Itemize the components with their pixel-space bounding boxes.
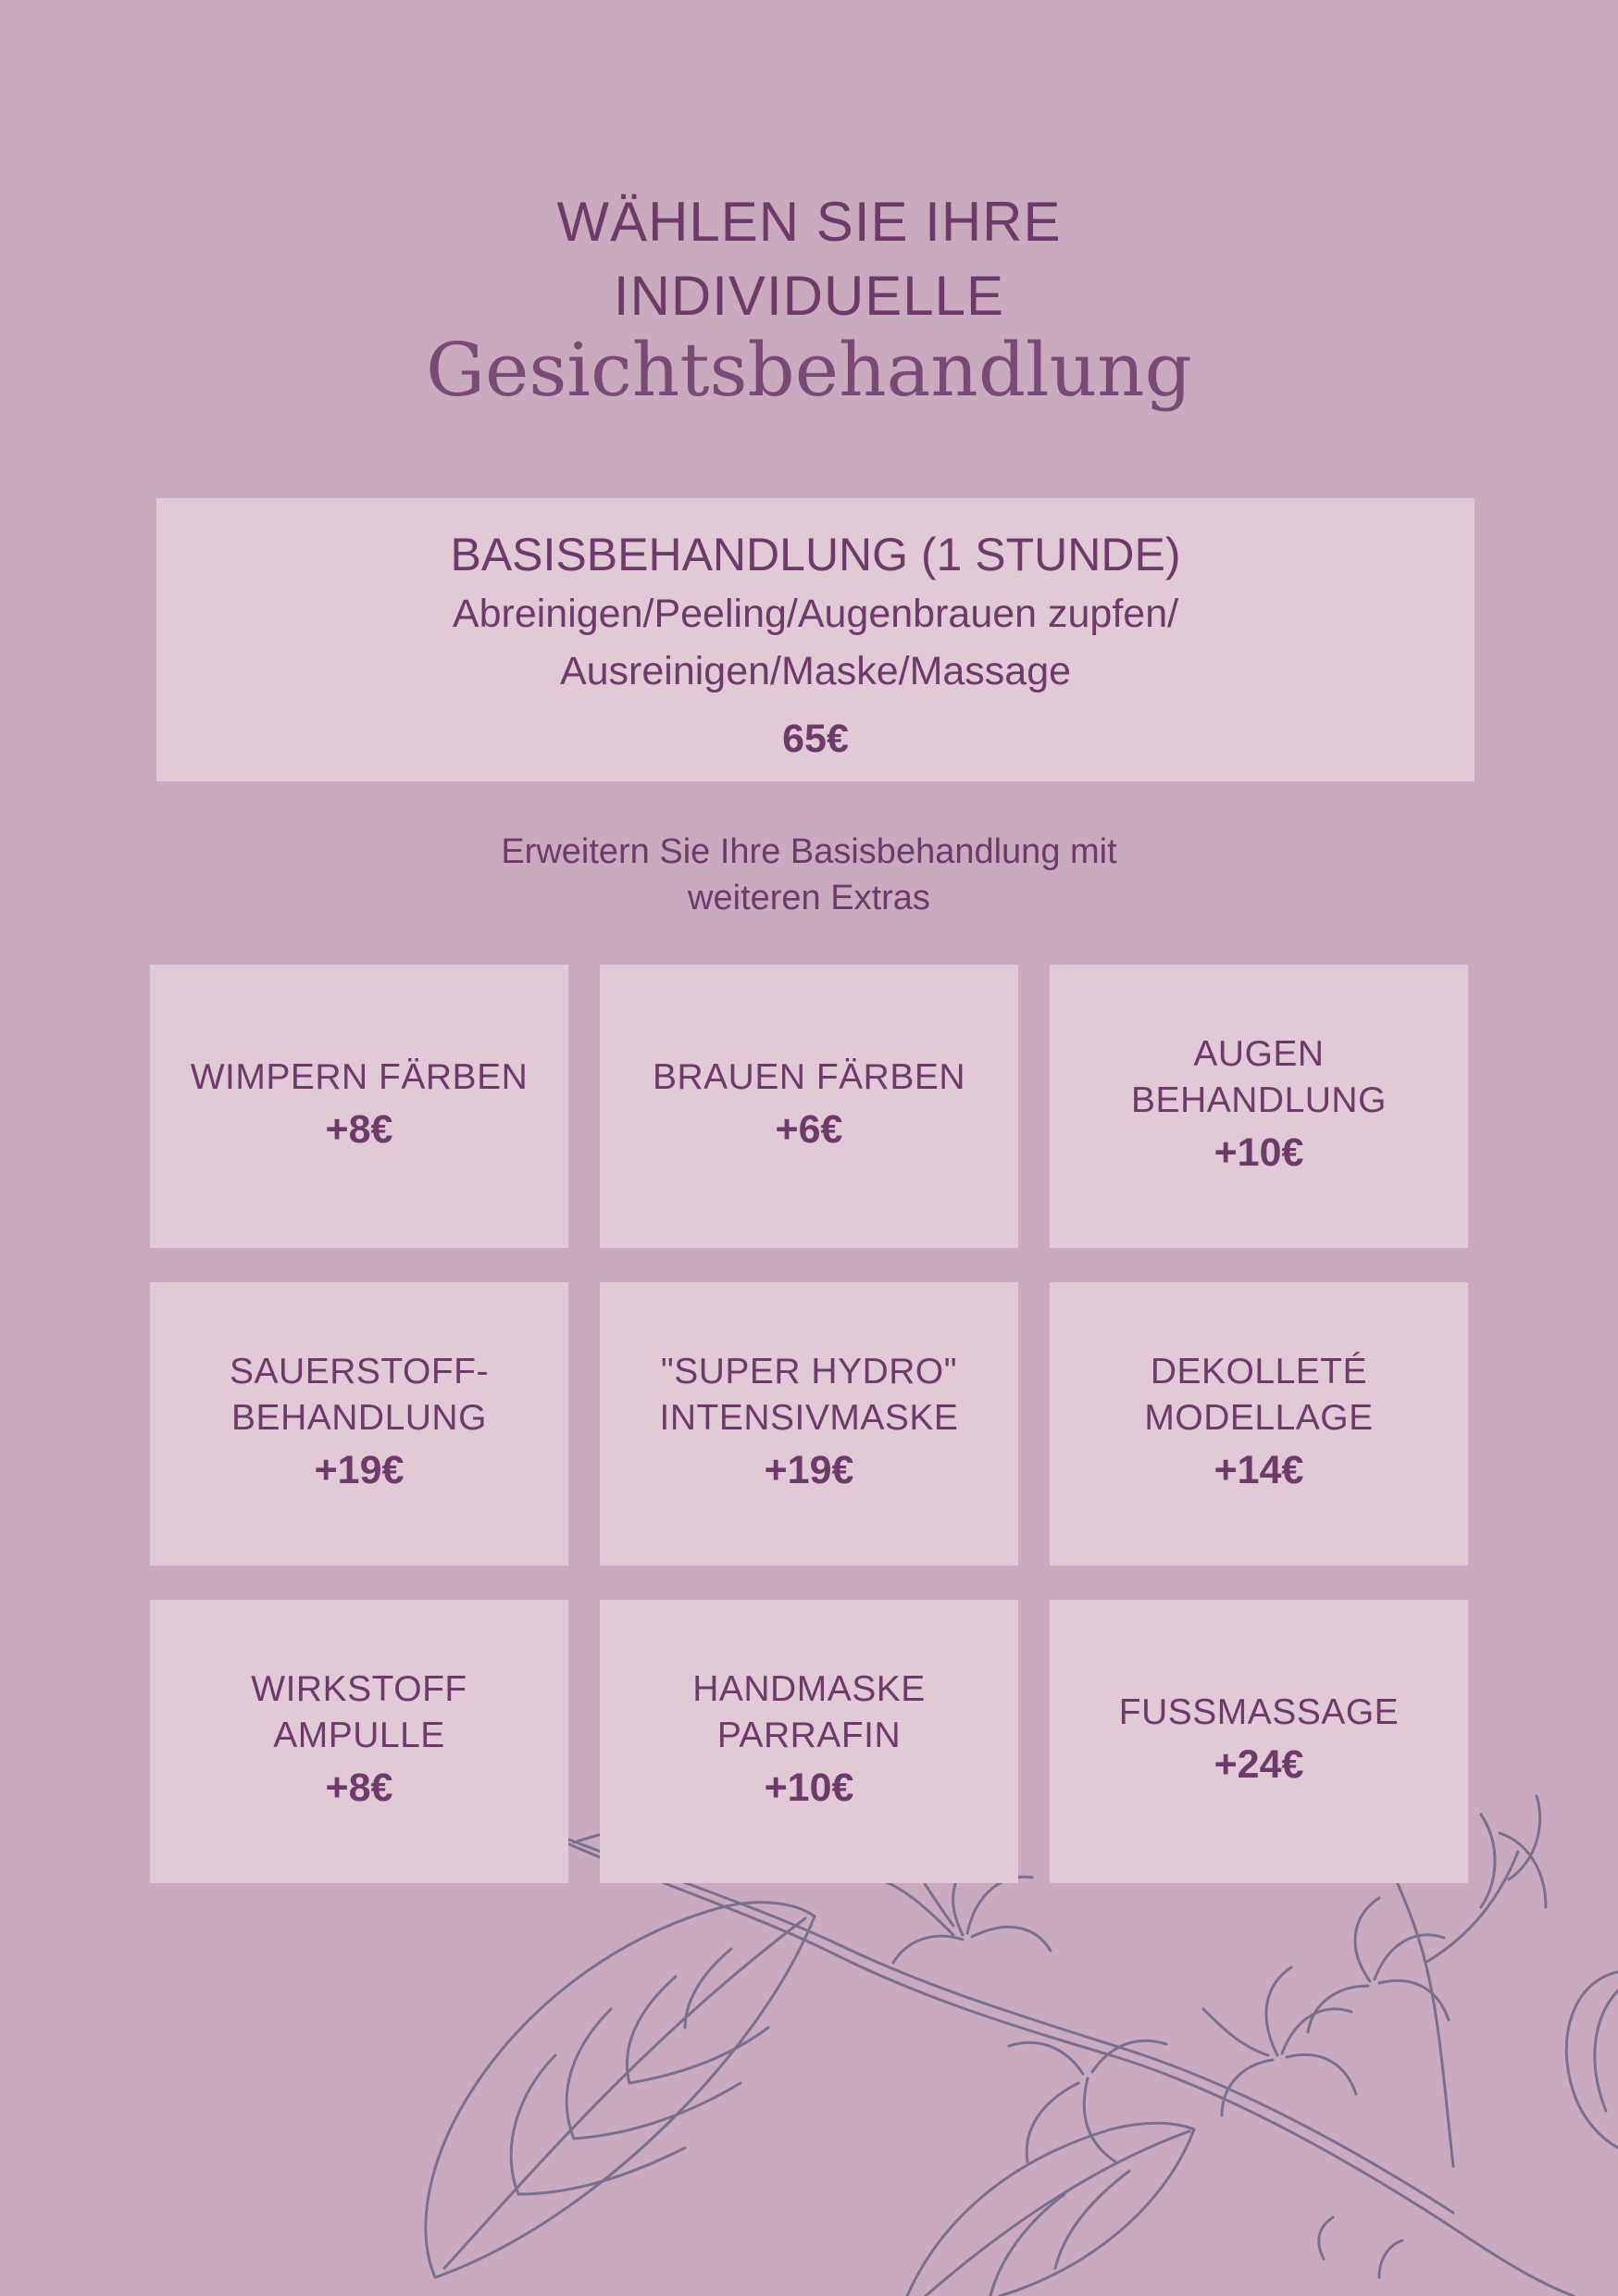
extra-card-super-hydro-intensivmaske[interactable] <box>600 1282 1018 1566</box>
extra-card-dekollete-modellage[interactable] <box>1050 1282 1468 1566</box>
extras-grid <box>150 965 1470 1883</box>
base-treatment-desc-line-2: Ausreinigen/Maske/Massage <box>559 649 1072 693</box>
extra-name: SAUERSTOFF- BEHANDLUNG <box>230 1352 489 1438</box>
heading-line-2: INDIVIDUELLE <box>613 265 1005 327</box>
extra-price: +10€ <box>764 1766 854 1810</box>
extra-card-fussmassage[interactable] <box>1050 1600 1468 1883</box>
extra-price: +8€ <box>325 1766 393 1810</box>
base-treatment-title: BASISBEHANDLUNG (1 STUNDE) <box>450 529 1181 580</box>
extra-name: "SUPER HYDRO" INTENSIVMASKE <box>659 1352 959 1438</box>
extra-name: FUSSMASSAGE <box>1118 1692 1400 1732</box>
extra-price: +8€ <box>325 1107 393 1152</box>
page-heading <box>0 185 1618 413</box>
extra-price: +10€ <box>1214 1130 1304 1175</box>
extra-card-handmaske-parrafin[interactable] <box>600 1600 1018 1883</box>
base-treatment-price: 65€ <box>782 717 849 761</box>
extra-name: HANDMASKE PARRAFIN <box>692 1669 926 1755</box>
extra-price: +24€ <box>1214 1742 1304 1787</box>
extra-card-augen-behandlung[interactable] <box>1050 965 1468 1248</box>
base-treatment-desc-line-1: Abreinigen/Peeling/Augenbrauen zupfen/ <box>452 592 1179 636</box>
extras-intro-line-1: Erweitern Sie Ihre Basisbehandlung mit <box>501 832 1117 871</box>
extra-name: AUGEN BEHANDLUNG <box>1131 1034 1387 1120</box>
extra-price: +19€ <box>764 1448 854 1492</box>
extra-price: +19€ <box>314 1448 404 1492</box>
extras-intro <box>0 829 1618 921</box>
extras-intro-line-2: weiteren Extras <box>688 879 930 917</box>
extra-name: DEKOLLETÉ MODELLAGE <box>1144 1352 1374 1438</box>
extra-card-wirkstoff-ampulle[interactable] <box>150 1600 568 1883</box>
extra-card-wimpern-faerben[interactable] <box>150 965 568 1248</box>
extra-name: WIRKSTOFF AMPULLE <box>251 1669 467 1755</box>
extra-name: BRAUEN FÄRBEN <box>652 1057 966 1097</box>
extra-card-sauerstoff-behandlung[interactable] <box>150 1282 568 1566</box>
extra-price: +14€ <box>1214 1448 1304 1492</box>
heading-script-title: Gesichtsbehandlung <box>426 327 1192 413</box>
extra-price: +6€ <box>775 1107 843 1152</box>
extra-name: WIMPERN FÄRBEN <box>190 1057 529 1097</box>
extra-card-brauen-faerben[interactable] <box>600 965 1018 1248</box>
heading-line-1: WÄHLEN SIE IHRE <box>556 191 1062 253</box>
base-treatment-card[interactable] <box>156 498 1475 781</box>
